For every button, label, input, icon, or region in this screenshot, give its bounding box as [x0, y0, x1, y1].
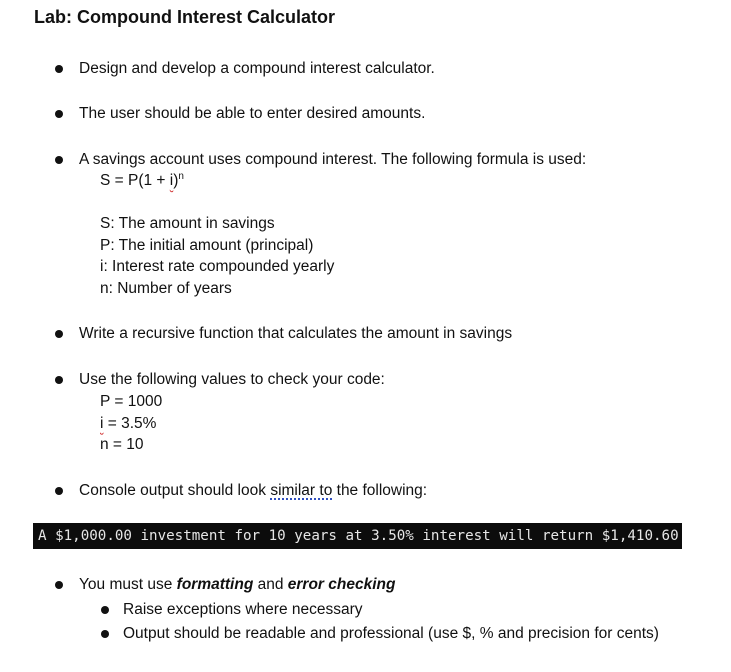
- similar-to-underlined: similar to: [270, 482, 333, 499]
- sub-bullet-text: Raise exceptions where necessary: [123, 601, 363, 618]
- bullet-dot: [55, 65, 63, 73]
- formula-exponent: n: [178, 170, 184, 182]
- formula: [100, 170, 184, 192]
- error-checking-emphasis: error checking: [287, 576, 396, 593]
- document-title: Lab: Compound Interest Calculator: [34, 7, 336, 27]
- value-i-letter: i: [100, 414, 104, 432]
- bullet-console-output: [0, 480, 731, 502]
- bullet-design: [0, 58, 731, 80]
- bullet-text: The user should be able to enter desired amounts.: [79, 105, 426, 122]
- formatting-emphasis: formatting: [176, 576, 254, 593]
- formula-close: ): [173, 172, 179, 189]
- formula-i: i: [169, 172, 174, 189]
- definition-item: n: Number of years: [100, 279, 232, 297]
- bullet-dot: [55, 487, 63, 495]
- bullet-dot: [55, 110, 63, 118]
- bullet-dot: [55, 376, 63, 384]
- value-i: [100, 413, 162, 435]
- bullet-dot: [55, 156, 63, 164]
- sub-bullet-output-readable: [0, 623, 731, 645]
- formula-prefix: S = P(1 +: [100, 172, 170, 189]
- bullet-text: Use the following values to check your code:: [79, 371, 385, 388]
- sub-bullet-dot: [101, 606, 109, 614]
- bullet-formatting-error: [0, 574, 731, 596]
- bullet-check-values: [0, 369, 731, 391]
- definitions-list: [100, 213, 334, 299]
- bullet-text: [79, 480, 427, 502]
- bullet-text: Write a recursive function that calculates the amount in savings: [79, 325, 513, 342]
- bullet-savings-formula: [0, 149, 731, 171]
- definition-item: i: Interest rate compounded yearly: [100, 258, 335, 275]
- bullet-text: [79, 574, 395, 596]
- definition-item: S: The amount in savings: [100, 215, 275, 232]
- bullet-text: Design and develop a compound interest calculator.: [79, 60, 435, 77]
- value-p: P = 1000: [100, 393, 163, 410]
- value-n: n = 10: [100, 436, 144, 453]
- bullet-user-input: [0, 103, 731, 125]
- bullet-dot: [55, 330, 63, 338]
- bullet-text-part: the following:: [332, 482, 428, 499]
- sub-bullet-dot: [101, 630, 109, 638]
- console-output-sample: A $1,000.00 investment for 10 years at 3.50% interest will return $1,410.60: [33, 523, 682, 549]
- sub-bullet-text: Output should be readable and professional (use $, % and precision for cents): [123, 625, 659, 642]
- bullet-dot: [55, 581, 63, 589]
- sub-bullet-exceptions: [0, 599, 731, 621]
- value-i-rest: = 3.5%: [103, 414, 157, 432]
- bullet-recursive: [0, 323, 731, 345]
- bullet-text: A savings account uses compound interest. The following formula is used:: [79, 151, 587, 168]
- bullet-text-part: Console output should look: [79, 482, 271, 499]
- definition-item: P: The initial amount (principal): [100, 236, 314, 254]
- bullet-text-part: and: [253, 576, 288, 593]
- test-values: [100, 391, 162, 456]
- bullet-text-part: You must use: [79, 576, 177, 593]
